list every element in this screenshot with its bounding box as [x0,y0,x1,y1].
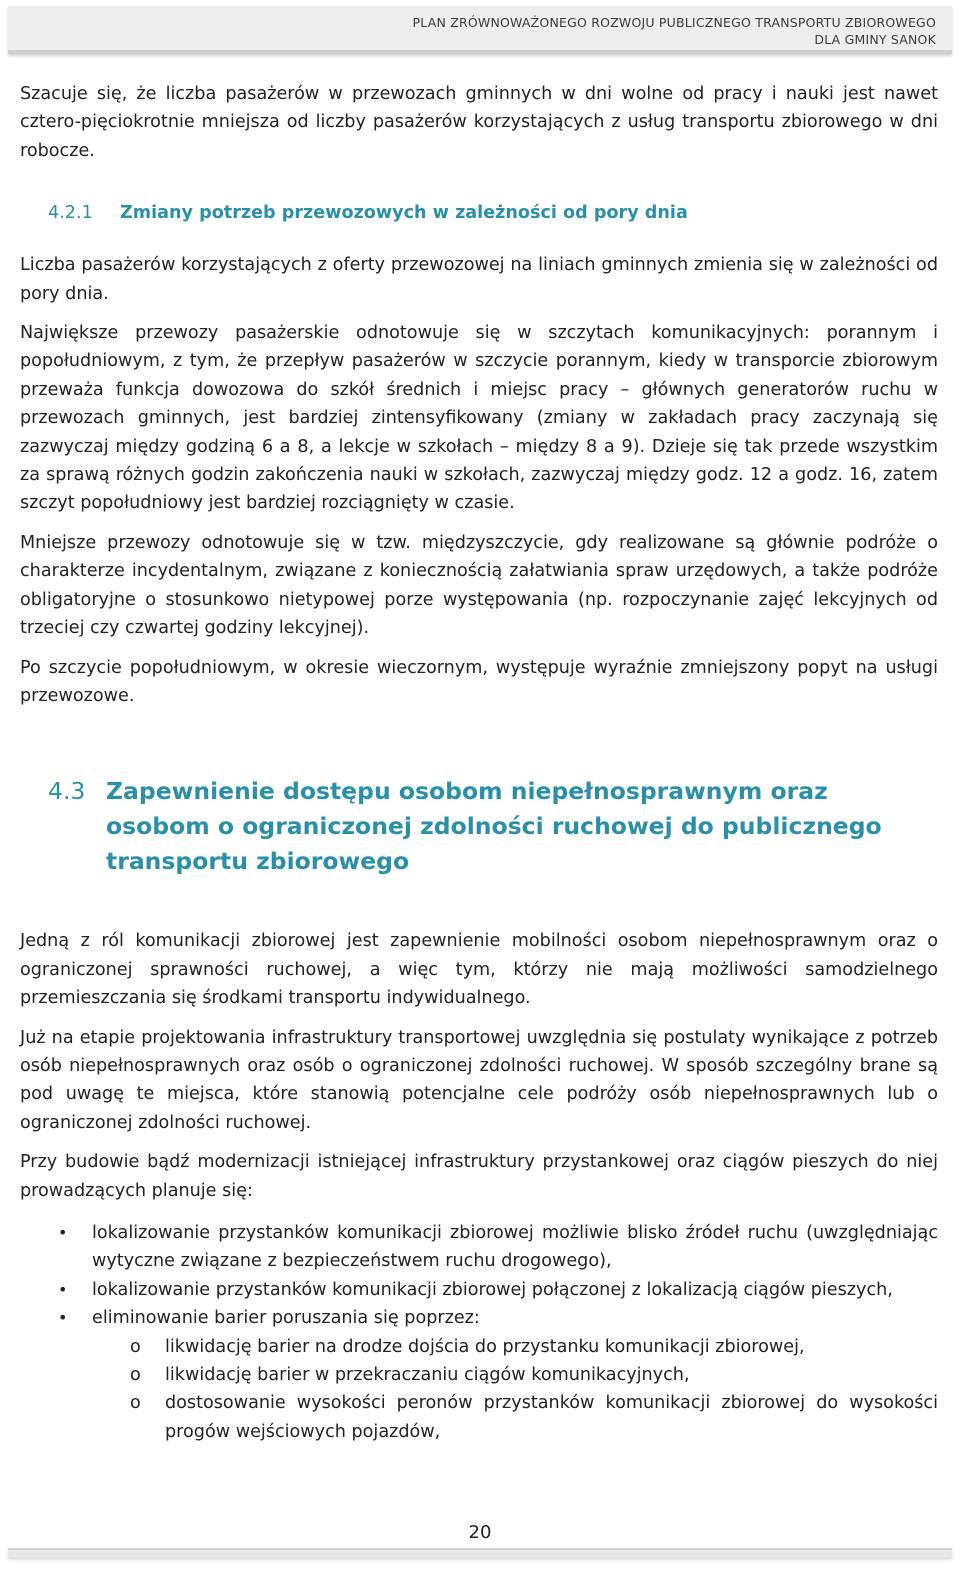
paragraph: Największe przewozy pasażerskie odnotowuje się w szczytach komunikacyjnych: porannym i popołudniowym, z tym, że przepływ pasażerów w szczycie porannym, kiedy w transporcie zbiorowym przeważa funkcja dowozowa do szkół średnich i miejsc pracy – głównych generatorów ruchu w przewozach gminnych, jest bardziej zintensyfikowany (zmiany w zakładach pracy zaczynają się zazwyczaj między godziną 6 a 8, a lekcje w szkołach – między 8 a 9). Dzieje się tak przede wszystkim za sprawą różnych godzin zakończenia nauki w szkołach, zazwyczaj między godz. 12 a godz. 16, zatem szczyt popołudniowy jest bardziej rozciągnięty w czasie. [20,323,938,514]
list-item [20,1304,938,1332]
sub-bullet-list [20,1333,938,1447]
list-item-text: lokalizowanie przystanków komunikacji zbiorowej połączonej z lokalizacją ciągów pieszych, [92,1279,893,1300]
section-number: 4.3 [48,777,86,806]
sub-list-item-text: dostosowanie wysokości peronów przystanków komunikacji zbiorowej do wysokości progów wejściowych pojazdów, [165,1393,938,1442]
list-item [20,1219,938,1276]
header-line-2: DLA GMINY SANOK [814,32,936,47]
sub-bullet-icon: o [130,1393,141,1414]
paragraph: Jedną z ról komunikacji zbiorowej jest zapewnienie mobilności osobom niepełnosprawnym oraz o ograniczonej sprawności ruchowej, a więc tym, którzy nie mają możliwości samodzielnego przemieszczania się środkami transportu indywidualnego. [20,931,938,1009]
bullet-icon: • [58,1222,68,1242]
section-title: Zapewnienie dostępu osobom niepełnosprawnym oraz osobom o ograniczonej zdolności ruchowej do publicznego transportu zbiorowego [106,777,882,876]
paragraph: Po szczycie popołudniowym, w okresie wieczornym, występuje wyraźnie zmniejszony popyt na usługi przewozowe. [20,657,938,706]
bullet-icon: • [58,1279,68,1299]
list-item [20,1276,938,1304]
sub-bullet-icon: o [130,1365,141,1385]
header-line-1: PLAN ZRÓWNOWAŻONEGO ROZWOJU PUBLICZNEGO TRANSPORTU ZBIOROWEGO [412,15,936,30]
section-heading [48,774,938,879]
sub-list-item-text: likwidację barier w przekraczaniu ciągów komunikacyjnych, [165,1365,690,1385]
bullet-list [20,1219,938,1333]
subsection-heading [48,199,938,227]
subsection-title: Zmiany potrzeb przewozowych w zależności od pory dnia [120,203,688,224]
list-item-text: lokalizowanie przystanków komunikacji zbiorowej możliwie blisko źródeł ruchu (uwzględniając wytyczne związane z bezpieczeństwem ruchu drogowego), [92,1222,938,1272]
document-body [20,80,938,1446]
subsection-number: 4.2.1 [48,203,93,224]
bullet-icon: • [58,1308,68,1328]
intro-paragraph: Szacuje się, że liczba pasażerów w przewozach gminnych w dni wolne od pracy i nauki jest nawet cztero-pięciokrotnie mniejsza od liczby pasażerów korzystających z usług transportu zbiorowego w dni robocze. [20,84,938,161]
header-title [413,14,936,48]
sub-list-item [20,1333,938,1361]
paragraph: Przy budowie bądź modernizacji istniejącej infrastruktury przystankowej oraz ciągów pieszych do niej prowadzących planuje się: [20,1152,938,1201]
sub-list-item-text: likwidację barier na drodze dojścia do przystanku komunikacji zbiorowej, [165,1336,805,1357]
paragraph: Już na etapie projektowania infrastruktury transportowej uwzględnia się postulaty wynikające z potrzeb osób niepełnosprawnych oraz osób o ograniczonej zdolności ruchowej. W sposób szczególny brane są pod uwagę te miejsca, które stanowią potencjalne cele podróży osób niepełnosprawnych lub o ograniczonej zdolności ruchowej. [20,1027,938,1133]
paragraph: Mniejsze przewozy odnotowuje się w tzw. międzyszczycie, gdy realizowane są głównie podróże o charakterze incydentalnym, związane z koniecznością załatwiania spraw urzędowych, a także podróże obligatoryjne o stosunkowo nietypowej porze występowania (np. rozpoczynanie zajęć lekcyjnych od trzeciej czy czwartej godziny lekcyjnej). [20,532,938,639]
list-item-text: eliminowanie barier poruszania się poprzez: [92,1308,480,1329]
sub-list-item [20,1361,938,1389]
page-number: 20 [468,1522,492,1543]
sub-list-item [20,1389,938,1446]
page-header [8,6,952,54]
paragraph: Liczba pasażerów korzystających z oferty przewozowej na liniach gminnych zmienia się w zależności od pory dnia. [20,255,938,304]
page-footer-bar [8,1548,952,1558]
sub-bullet-icon: o [130,1336,141,1357]
